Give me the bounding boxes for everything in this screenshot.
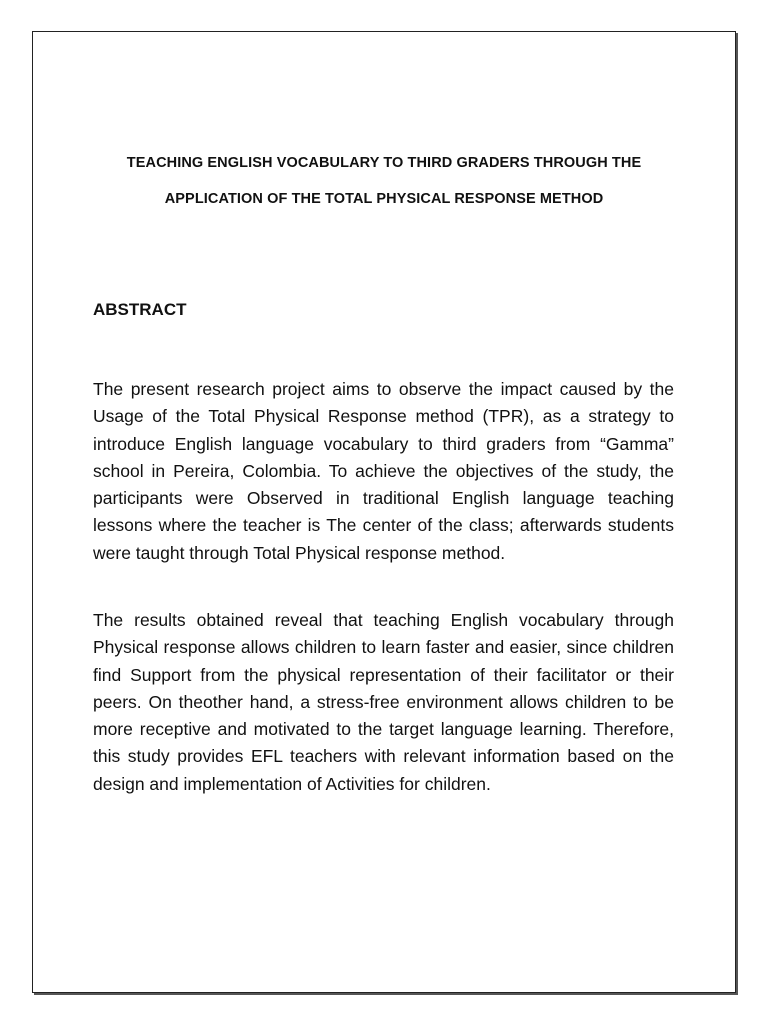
document-title-line-1: TEACHING ENGLISH VOCABULARY TO THIRD GRADERS THROUGH THE [126, 155, 642, 171]
abstract-heading: ABSTRACT [93, 300, 187, 319]
document-title-line-2: APPLICATION OF THE TOTAL PHYSICAL RESPONSE METHOD [164, 191, 604, 207]
abstract-paragraph-1: The present research project aims to observe the impact caused by the Usage of the Total Physical Response method (TPR), as a strategy to introduce English language vocabulary to third graders from “Gamma” school in Pereira, Colombia. To achieve the objectives of the study, the participants were Observed in traditional English language teaching lessons where the teacher is The center of the class; afterwards students were taught through Total Physical response method. [93, 379, 674, 563]
abstract-paragraph-2: The results obtained reveal that teaching English vocabulary through Physical response allows children to learn faster and easier, since children find Support from the physical representation of their facilitator or their peers. On theother hand, a stress-free environment allows children to be more receptive and motivated to the target language learning. Therefore, this study provides EFL teachers with relevant information based on the design and implementation of Activities for children. [93, 610, 674, 794]
